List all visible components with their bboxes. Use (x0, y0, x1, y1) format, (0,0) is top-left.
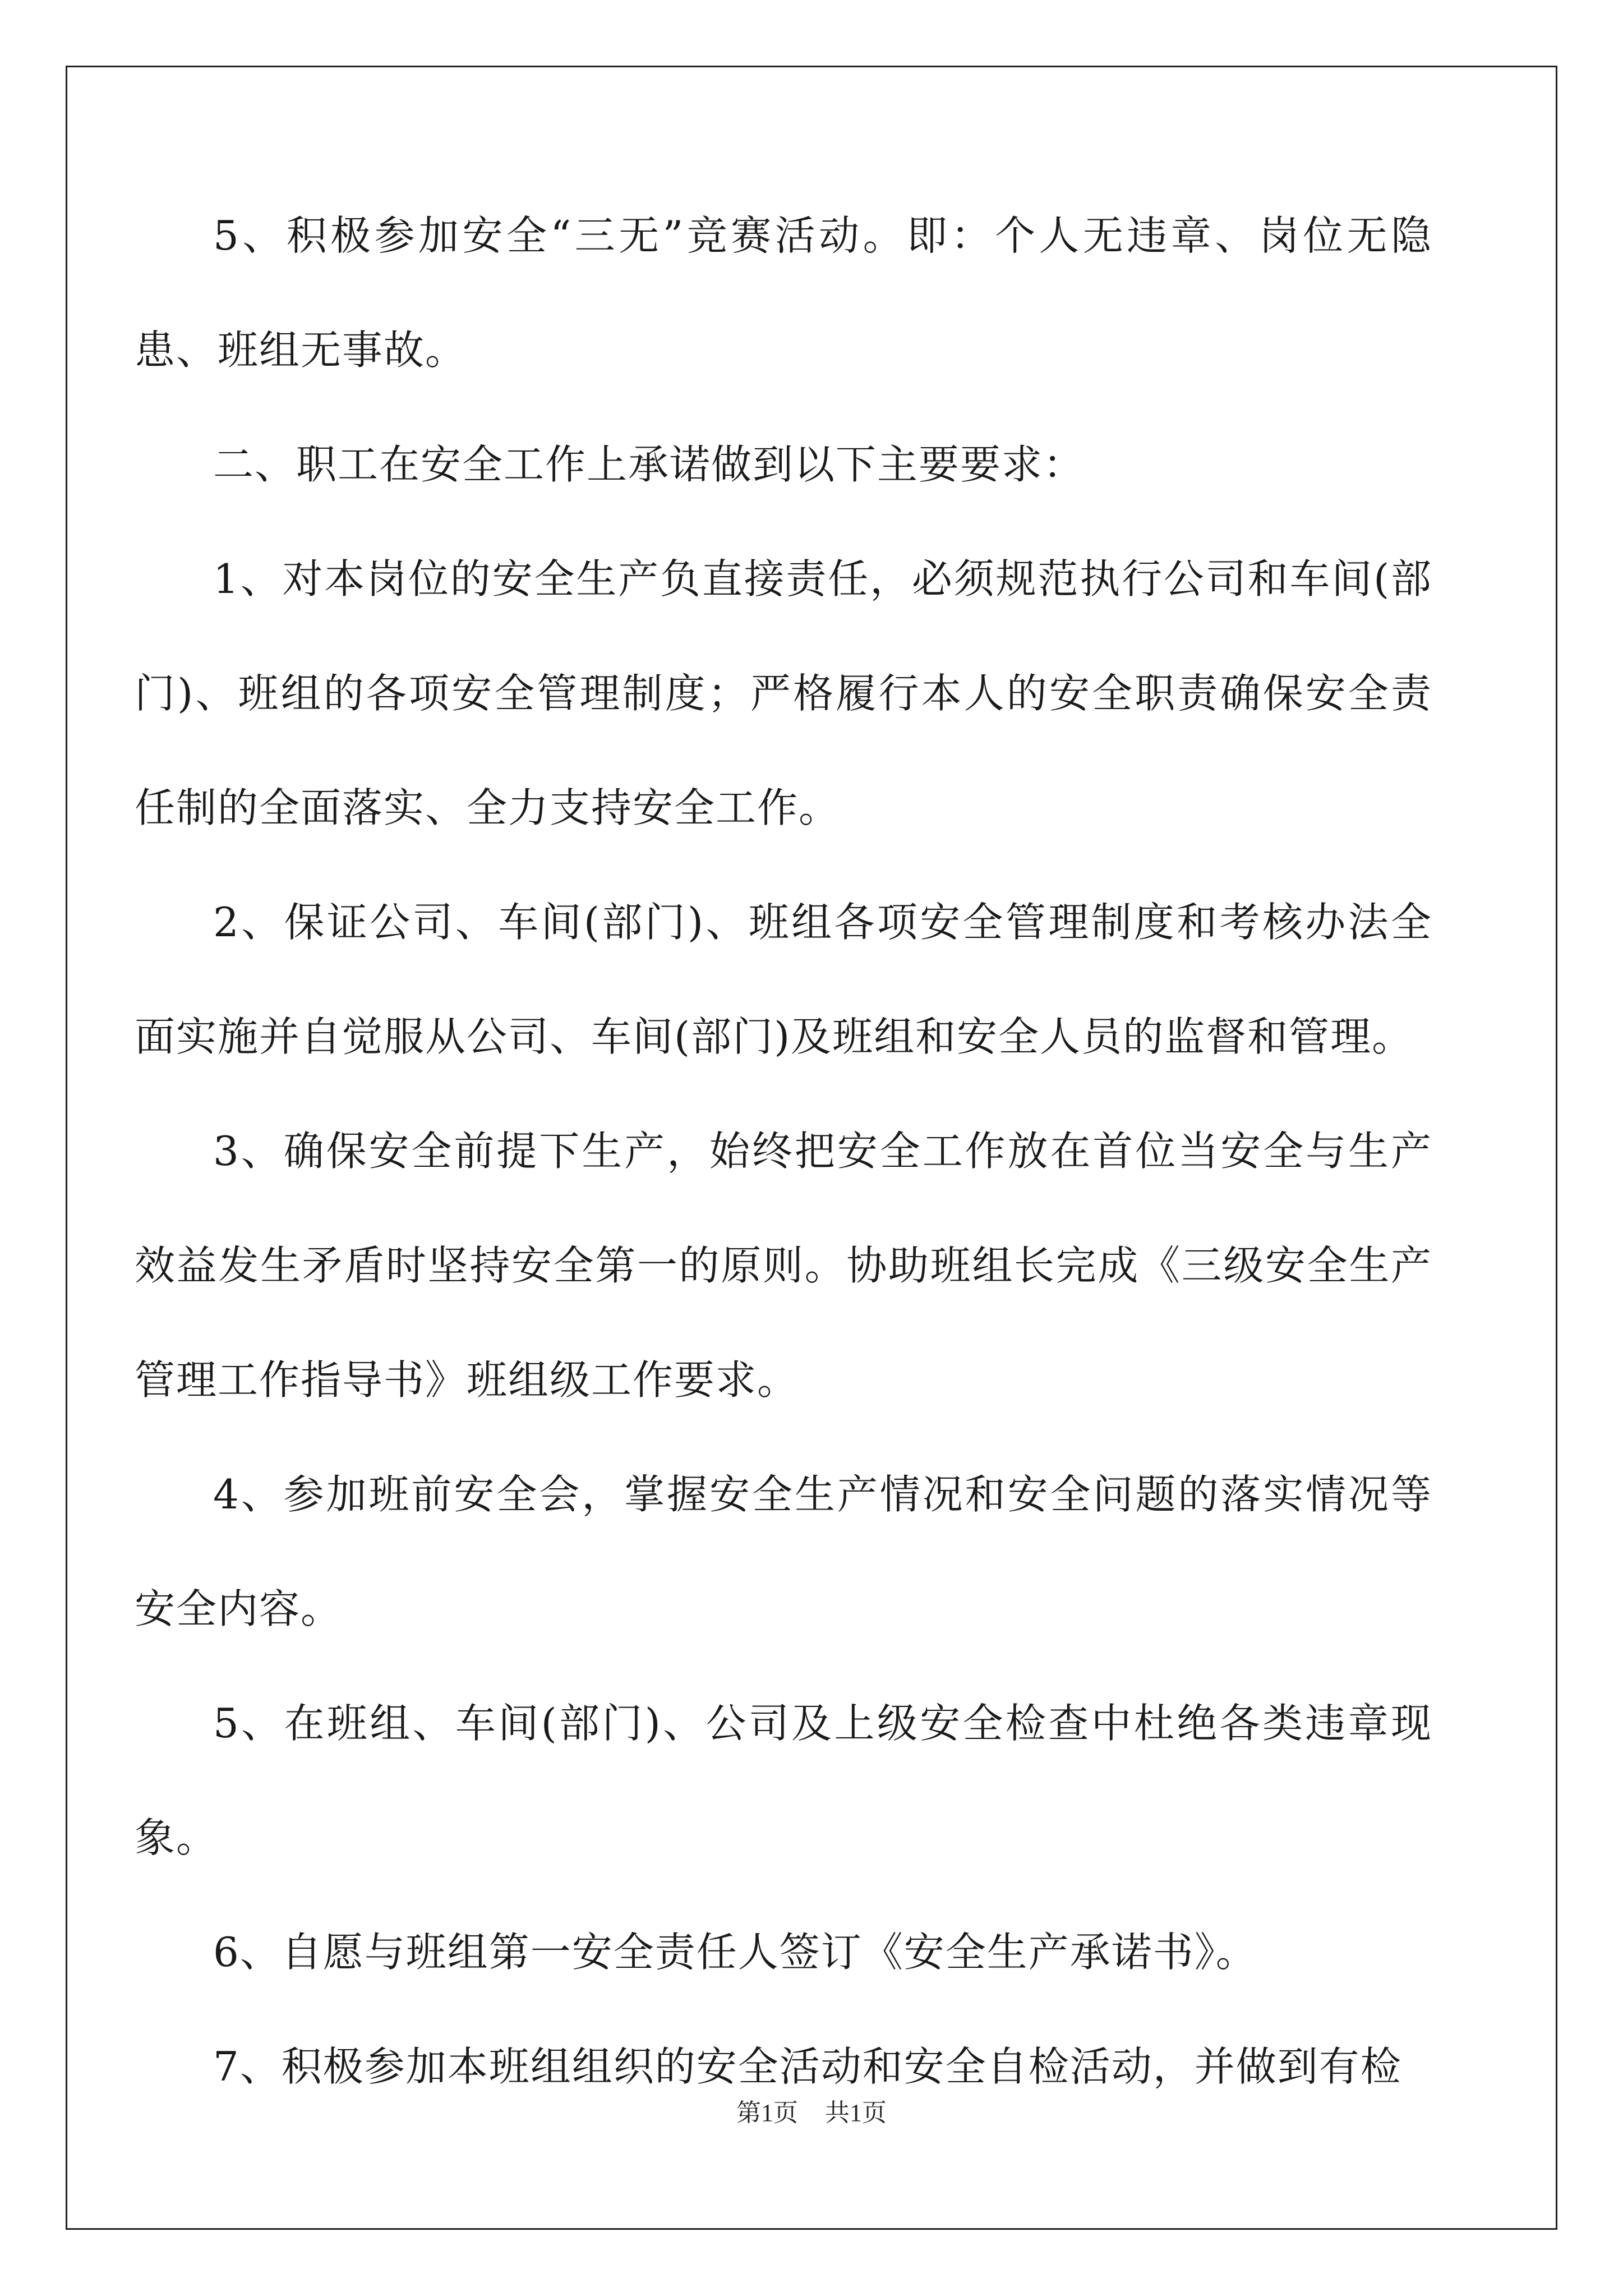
paragraph-6: 4、参加班前安全会，掌握安全生产情况和安全问题的落实情况等安全内容。 (135, 1471, 1432, 1632)
paragraph-8: 6、自愿与班组第一安全责任人签订《安全生产承诺书》。 (213, 1929, 1257, 1976)
paragraph-2: 二、职工在安全工作上承诺做到以下主要要求： (213, 441, 1085, 488)
paragraph-1: 5、积极参加安全“三无”竞赛活动。即：个人无违章、岗位无隐患、班组无事故。 (135, 212, 1432, 374)
page-number: 第1页 (736, 2099, 798, 2127)
paragraph-4: 2、保证公司、车间(部门)、班组各项安全管理制度和考核办法全面实施并自觉服从公司、车间(部门)及班组和安全人员的监督和管理。 (135, 899, 1432, 1060)
paragraph-7: 5、在班组、车间(部门)、公司及上级安全检查中杜绝各类违章现象。 (135, 1700, 1432, 1861)
paragraph-5: 3、确保安全前提下生产，始终把安全工作放在首位当安全与生产效益发生矛盾时坚持安全第一的原则。协助班组长完成《三级安全生产管理工作指导书》班组级工作要求。 (135, 1128, 1432, 1404)
page-total: 共1页 (825, 2099, 887, 2127)
page-footer (0, 2092, 1623, 2128)
paragraph-9: 7、积极参加本班组组织的安全活动和安全自检活动，并做到有检 (213, 2043, 1402, 2090)
paragraph-3: 1、对本岗位的安全生产负直接责任，必须规范执行公司和车间(部门)、班组的各项安全管理制度；严格履行本人的安全职责确保安全责任制的全面落实、全力支持安全工作。 (135, 555, 1432, 831)
